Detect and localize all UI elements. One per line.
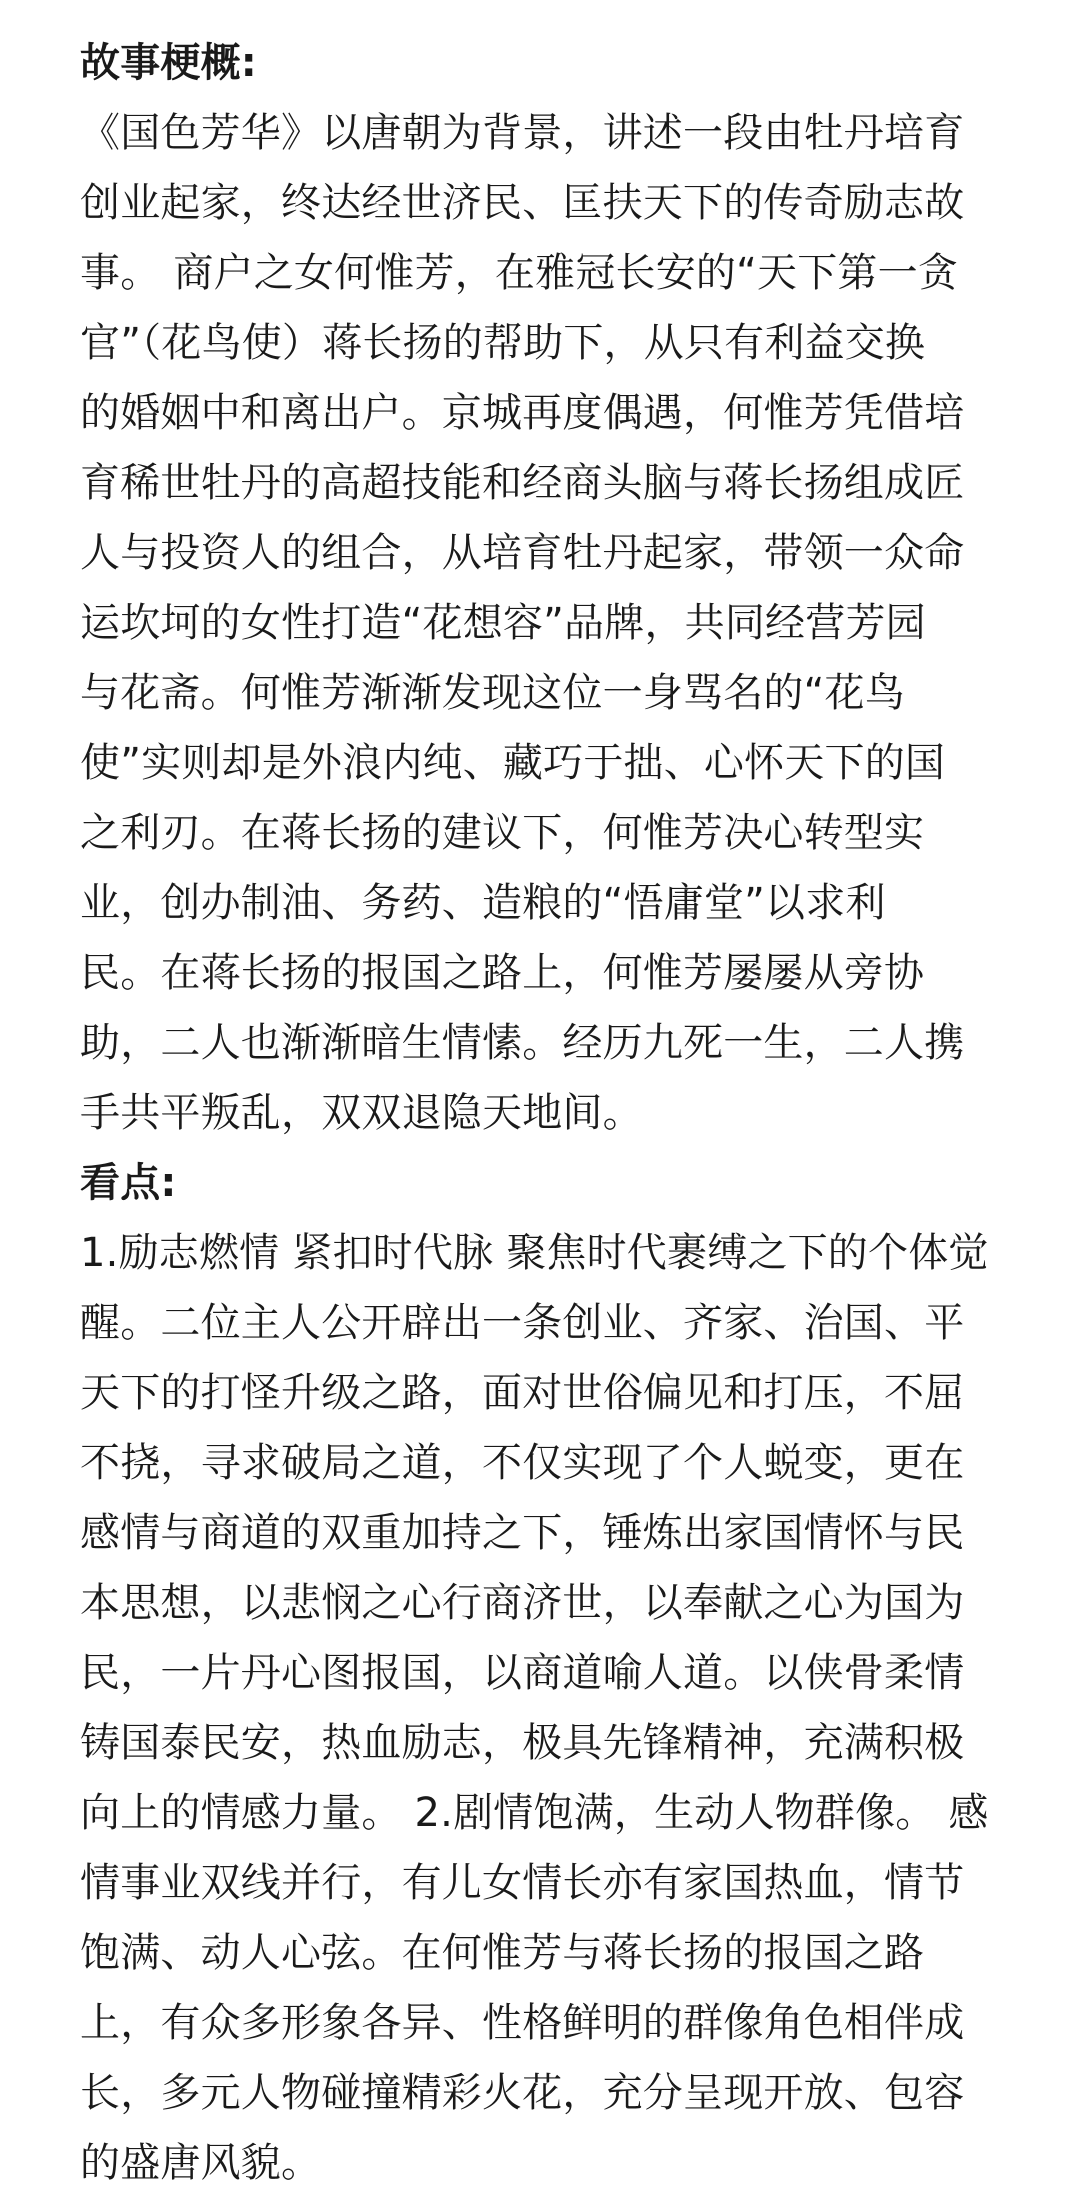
synopsis-heading: 故事梗概: [80,40,257,86]
highlights-line: 饱满、动人心弦。在何惟芳与蒋长扬的报国之路 [80,1930,925,1976]
highlights-line: 民，一片丹心图报国，以商道喻人道。以侠骨柔情 [80,1650,965,1696]
synopsis-line: 业，创办制油、务药、造粮的“悟庸堂”以求利 [80,880,886,926]
synopsis-line: 事。 商户之女何惟芳，在雅冠长安的“天下第一贪 [80,250,959,296]
highlights-line: 情事业双线并行，有儿女情长亦有家国热血，情节 [80,1860,965,1906]
highlights-line: 上，有众多形象各异、性格鲜明的群像角色相伴成 [80,2000,965,2046]
synopsis-line: 之利刃。在蒋长扬的建议下，何惟芳决心转型实 [80,810,925,856]
synopsis-line: 的婚姻中和离出户。京城再度偶遇，何惟芳凭借培 [80,390,965,436]
synopsis-line: 与花斋。何惟芳渐渐发现这位一身骂名的“花鸟 [80,670,905,716]
synopsis-line: 官”（花鸟使）蒋长扬的帮助下，从只有利益交换 [80,320,926,366]
synopsis-line: 民。在蒋长扬的报国之路上，何惟芳屡屡从旁协 [80,950,925,996]
highlights-line: 天下的打怪升级之路，面对世俗偏见和打压，不屈 [80,1370,965,1416]
synopsis-line: 《国色芳华》以唐朝为背景，讲述一段由牡丹培育 [80,110,965,156]
highlights-line: 醒。二位主人公开辟出一条创业、齐家、治国、平 [80,1300,965,1346]
synopsis-line: 创业起家，终达经世济民、匡扶天下的传奇励志故 [80,180,965,226]
highlights-line: 向上的情感力量。 2.剧情饱满，生动人物群像。 感 [80,1790,989,1836]
highlights-line: 不挠，寻求破局之道，不仅实现了个人蜕变，更在 [80,1440,965,1486]
highlights-line: 感情与商道的双重加持之下，锤炼出家国情怀与民 [80,1510,965,1556]
synopsis-section [80,28,1000,1148]
highlights-line: 1.励志燃情 紧扣时代脉 聚焦时代裹缚之下的个体觉 [80,1230,989,1276]
highlights-line: 的盛唐风貌。 [80,2140,322,2186]
synopsis-line: 运坎坷的女性打造“花想容”品牌，共同经营芳园 [80,600,926,646]
highlights-line: 本思想，以悲悯之心行商济世，以奉献之心为国为 [80,1580,965,1626]
synopsis-line: 手共平叛乱，双双退隐天地间。 [80,1090,643,1136]
highlights-heading: 看点: [80,1160,177,1206]
highlights-line: 铸国泰民安，热血励志，极具先锋精神，充满积极 [80,1720,965,1766]
highlights-section [80,1148,1000,2198]
document-body [80,28,1000,2198]
synopsis-line: 人与投资人的组合，从培育牡丹起家，带领一众命 [80,530,965,576]
highlights-line: 长，多元人物碰撞精彩火花，充分呈现开放、包容 [80,2070,965,2116]
synopsis-line: 育稀世牡丹的高超技能和经商头脑与蒋长扬组成匠 [80,460,965,506]
synopsis-line: 助，二人也渐渐暗生情愫。经历九死一生，二人携 [80,1020,965,1066]
synopsis-line: 使”实则却是外浪内纯、藏巧于拙、心怀天下的国 [80,740,946,786]
